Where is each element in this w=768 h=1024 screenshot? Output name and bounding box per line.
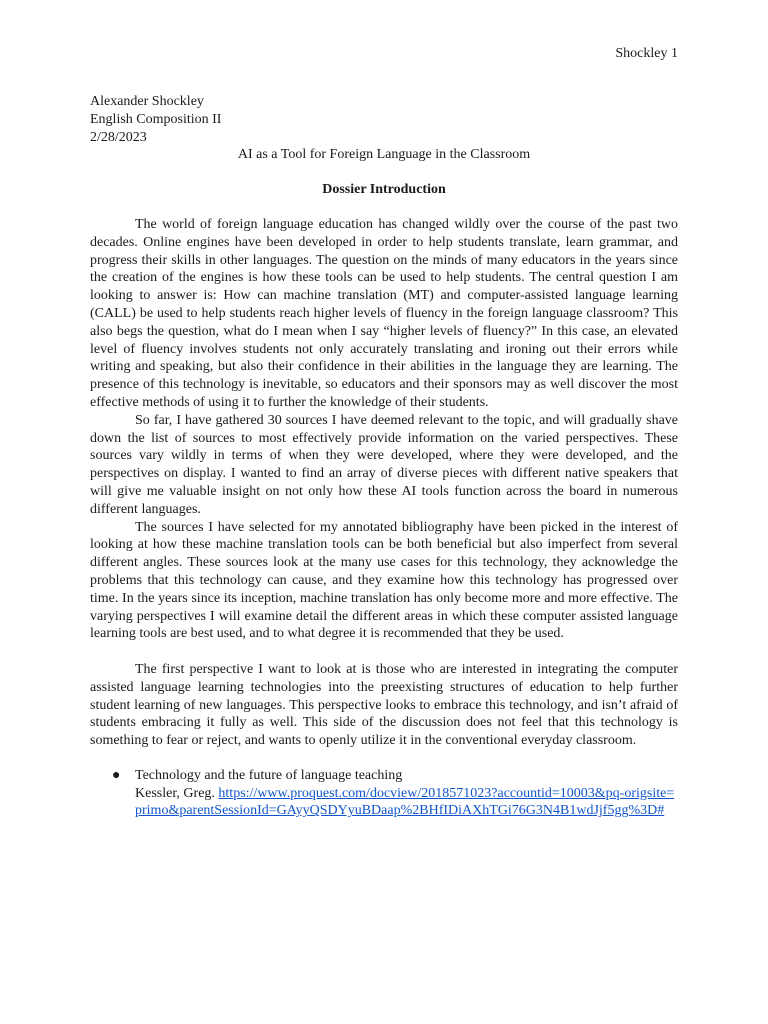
paragraph-selection: The sources I have selected for my annotated bibliography have been picked in the interest of looking at how these machine translation tools can be both beneficial but also imperfect from several different angles. These sources look at the many use cases for this technology, they acknowledge the problems that this technology can cause, and they examine how this technology has progressed over time. In the years since its inception, machine translation has only become more and more effective. The varying perspectives I will examine detail the different areas in which these computer assisted language learning tools are best used, and to what degree it is recommended that they be used. [90,519,678,642]
reference-list [90,767,678,820]
bullet-icon: ● [112,767,121,783]
reference-link[interactable]: https://www.proquest.com/docview/2018571023?accountid=10003&pq-origsite=primo&parentSessionId=GAyyQSDYyuBDaap%2BHfIDiAXhTGi76G3N4B1wdJjf5gg%3D# [135,785,675,819]
document-body [90,93,678,820]
author-name: Alexander Shockley [90,94,204,109]
paragraph-intro: The world of foreign language education has changed wildly over the course of the past two decades. Online engines have been developed in order to help students translate, learn grammar, and progress their skills in other languages. The question on the minds of many educators in the years since the creation of the engines is how these tools can be used to help students. The central question I am looking to answer is: How can machine translation (MT) and computer-assisted language learning (CALL) be used to help students reach higher levels of fluency in the foreign language classroom? This also begs the question, what do I mean when I say “higher levels of fluency?” In this case, an elevated level of fluency involves students not only accurately translating and ironing out their errors while writing and speaking, but also their confidence in their abilities in the language they are learning. The presence of this technology is inevitable, so educators and their sponsors may as well discover the most effective methods of using it to further the knowledge of their students. [90,216,678,410]
running-head: Shockley 1 [615,46,678,61]
list-item [90,767,678,820]
reference-title: Technology and the future of language teaching [135,767,403,783]
document-title: AI as a Tool for Foreign Language in the Classroom [237,147,531,163]
course-name: English Composition II [90,111,222,127]
section-heading: Dossier Introduction [322,182,446,198]
paragraph-sources: So far, I have gathered 30 sources I have deemed relevant to the topic, and will gradually shave down the list of sources to most effectively provide information on the varied perspectives. These sources vary wildly in terms of when they were developed, where they were developed, and the perspectives on display. I wanted to find an array of diverse pieces with different native speakers that will give me valuable insight on not only how these AI tools function across the board in numerous different languages. [90,412,678,517]
document-date: 2/28/2023 [90,129,147,145]
reference-author: Kessler, Greg. [135,785,215,801]
paragraph-first-perspective: The first perspective I want to look at is those who are interested in integrating the computer assisted language learning technologies into the preexisting structures of education to help further student learning of new languages. This perspective looks to embrace this technology, and isn’t afraid of students embracing it fully as well. This side of the discussion does not feel that this technology is something to fear or reject, and wants to openly utilize it in the conventional everyday classroom. [90,661,678,749]
